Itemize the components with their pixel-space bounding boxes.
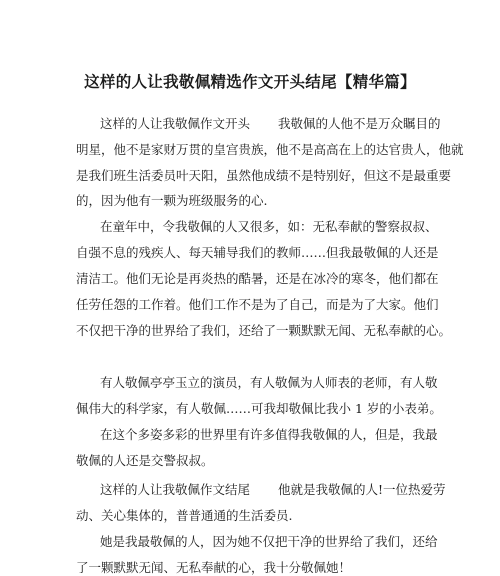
paragraph-6-line-1: 她是我最敬佩的人，因为她不仅把干净的世界给了我们，还给 <box>100 534 438 549</box>
paragraph-5-line-1 <box>100 482 460 498</box>
paragraph-1-line-2: 明星，他不是家财万贯的皇宫贵族，他不是高高在上的达官贵人，他就 <box>76 142 464 157</box>
closing-text: 他就是我敬佩的人!一位热爱劳 <box>278 482 446 497</box>
paragraph-1-line-1 <box>100 116 460 132</box>
paragraph-2-line-3: 清洁工。他们无论是再炎热的酷暑，还是在冰冷的寒冬，他们都在 <box>76 271 439 286</box>
document-title: 这样的人让我敬佩精选作文开头结尾【精华篇】 <box>84 73 416 91</box>
paragraph-3-line-1: 有人敬佩亭亭玉立的演员，有人敬佩为人师表的老师，有人敬 <box>100 375 438 390</box>
paragraph-3-line-2: 佩伟大的科学家，有人敬佩……可我却敬佩比我小 1 岁的小表弟。 <box>76 401 442 416</box>
closing-heading: 这样的人让我敬佩作文结尾 <box>100 482 251 497</box>
paragraph-2-line-1: 在童年中，令我敬佩的人又很多，如：无私奉献的警察叔叔、 <box>100 219 438 234</box>
opening-heading: 这样的人让我敬佩作文开头 <box>100 116 251 131</box>
paragraph-6-line-2: 了一颗默默无闻、无私奉献的心，我十分敬佩她！ <box>76 560 352 575</box>
paragraph-2-line-4: 任劳任怨的工作着。他们工作不是为了自己，而是为了大家。他们 <box>76 297 439 312</box>
paragraph-2-line-2: 自强不息的残疾人、每天辅导我们的教师……但我最敬佩的人还是 <box>76 245 439 260</box>
paragraph-1-line-4: 的，因为他有一颗为班级服务的心. <box>76 193 268 208</box>
paragraph-4-line-2: 敬佩的人还是交警叔叔。 <box>76 453 214 468</box>
paragraph-5-line-2: 动、关心集体的，普普通通的生活委员. <box>76 508 293 523</box>
paragraph-2-line-5: 不仅把干净的世界给了我们，还给了一颗默默无闻、无私奉献的心。 <box>76 323 452 338</box>
paragraph-4-line-1: 在这个多姿多彩的世界里有许多值得我敬佩的人，但是，我最 <box>100 427 438 442</box>
opening-text: 我敬佩的人他不是万众瞩目的 <box>278 116 441 131</box>
paragraph-1-line-3: 是我们班生活委员叶天阳，虽然他成绩不是特别好，但这不是最重要 <box>76 168 452 183</box>
